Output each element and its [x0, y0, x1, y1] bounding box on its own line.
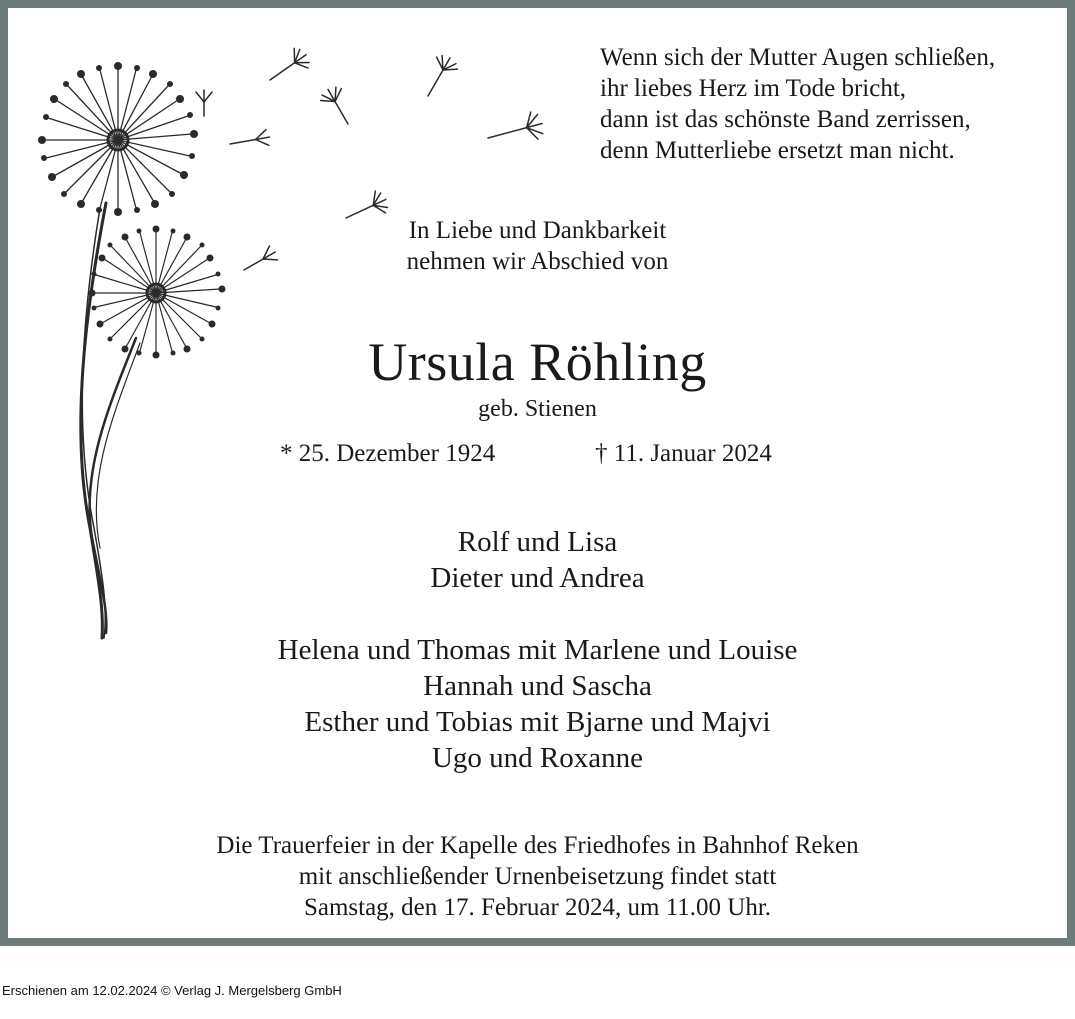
family-group-children: [8, 524, 1067, 596]
family-line: Rolf und Lisa: [457, 526, 618, 558]
family-line: Dieter und Andrea: [430, 562, 645, 594]
birth-date: * 25. Dezember 1924: [280, 440, 496, 467]
family-line: Ugo und Roxanne: [431, 742, 644, 774]
service-line: Samstag, den 17. Februar 2024, um 11.00 Uhr.: [303, 894, 772, 921]
family-line: Helena und Thomas mit Marlene und Louise: [277, 634, 798, 666]
service-line: mit anschließender Urnenbeisetzung findet statt: [298, 863, 777, 890]
poem-line: Wenn sich der Mutter Augen schließen,: [600, 44, 996, 71]
poem-line: denn Mutterliebe ersetzt man nicht.: [600, 137, 955, 164]
service-line: Die Trauerfeier in der Kapelle des Friedhofes in Bahnhof Reken: [216, 832, 859, 859]
service-info: [8, 830, 1067, 923]
poem-line: ihr liebes Herz im Tode bricht,: [600, 75, 907, 102]
poem: [600, 42, 995, 166]
maiden-name: geb. Stienen: [478, 396, 597, 422]
family-line: Hannah und Sascha: [423, 670, 652, 702]
poem-line: dann ist das schönste Band zerrissen,: [600, 106, 971, 133]
deceased-name: Ursula Röhling: [368, 332, 707, 392]
intro-text: [8, 215, 1067, 277]
publication-footer: Erschienen am 12.02.2024 © Verlag J. Mergelsberg GmbH: [2, 983, 342, 998]
family-line: Esther und Tobias mit Bjarne und Majvi: [304, 706, 771, 738]
intro-line: nehmen wir Abschied von: [406, 248, 669, 275]
family-group-grandchildren: [8, 632, 1067, 776]
intro-line: In Liebe und Dankbarkeit: [408, 217, 667, 244]
death-date: † 11. Januar 2024: [595, 440, 772, 467]
